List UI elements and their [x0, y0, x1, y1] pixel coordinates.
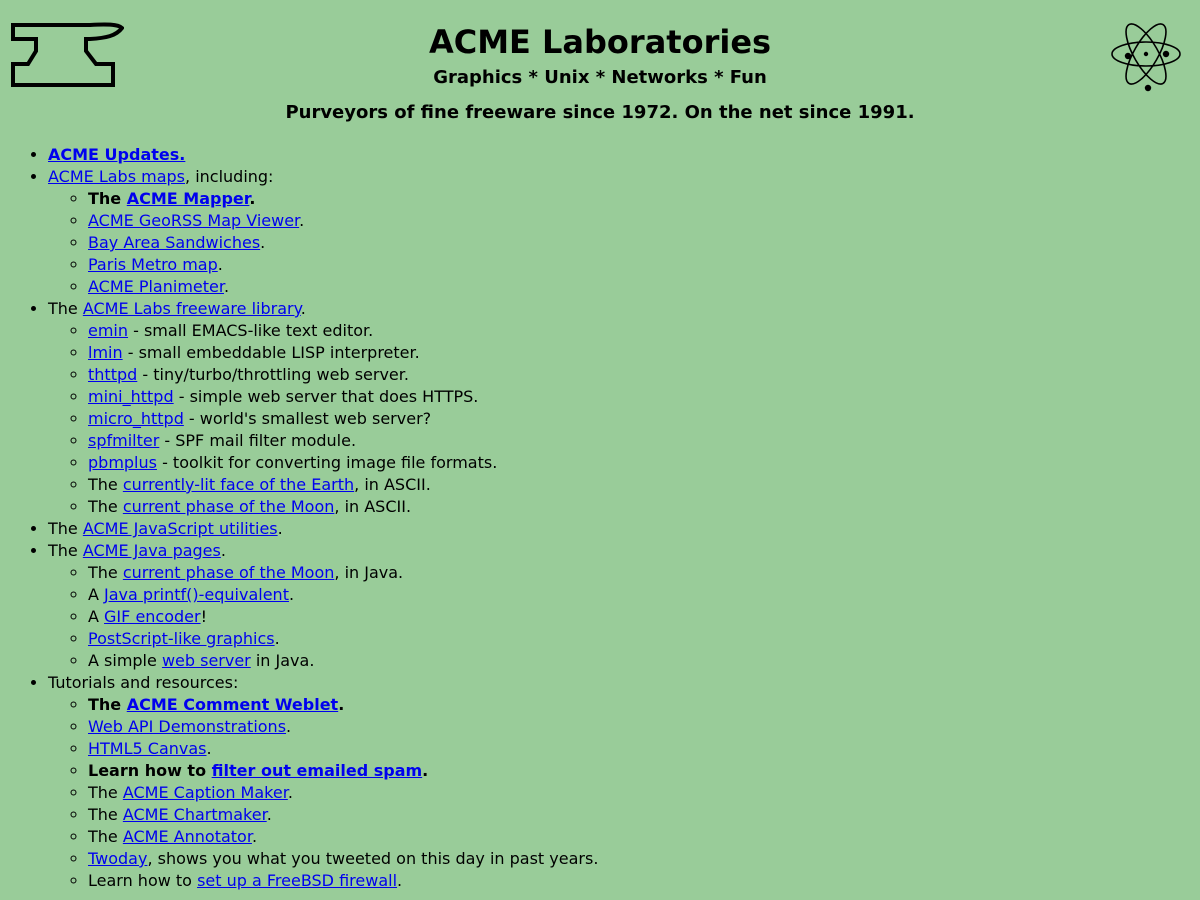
pbmplus-desc: - toolkit for converting image file formats. — [156, 453, 498, 472]
link-freebsd-firewall[interactable]: set up a FreeBSD firewall — [197, 871, 398, 890]
link-java-web-server[interactable]: web server — [161, 651, 251, 670]
javascript-prefix: The — [48, 519, 83, 538]
java-prefix: The — [48, 541, 83, 560]
annotator-prefix: The — [88, 827, 123, 846]
spam-suffix: . — [422, 761, 429, 780]
list-item-webapi — [88, 716, 598, 738]
firewall-prefix: Learn how to — [88, 871, 198, 890]
list-item-emin — [88, 320, 598, 342]
link-gif-encoder[interactable]: GIF encoder — [104, 607, 201, 626]
page-title: ACME Laboratories — [428, 23, 772, 61]
chartmaker-prefix: The — [88, 805, 123, 824]
emin-desc: - small EMACS-like text editor. — [128, 321, 374, 340]
list-item-java-webserver — [88, 650, 598, 672]
annotator-suffix: . — [251, 827, 258, 846]
mini-httpd-desc: - simple web server that does HTTPS. — [173, 387, 479, 406]
link-moon-phase-java[interactable]: current phase of the Moon — [122, 563, 335, 582]
list-item-sandwiches — [88, 232, 598, 254]
link-postscript-graphics[interactable]: PostScript-like graphics — [88, 629, 275, 648]
canvas-suffix: . — [206, 739, 212, 758]
list-item-chartmaker — [88, 804, 598, 826]
earth-suffix: , in ASCII. — [354, 475, 431, 494]
spfmilter-desc: - SPF mail filter module. — [159, 431, 357, 450]
gif-suffix: ! — [200, 607, 208, 626]
link-java-pages[interactable]: ACME Java pages — [82, 541, 221, 560]
link-javascript-utilities[interactable]: ACME JavaScript utilities — [82, 519, 278, 538]
link-georss-viewer[interactable]: ACME GeoRSS Map Viewer — [88, 211, 300, 230]
moon-ascii-suffix: , in ASCII. — [334, 497, 412, 516]
link-comment-weblet[interactable]: ACME Comment Weblet — [126, 695, 339, 714]
list-item-weblet — [88, 694, 598, 716]
tutorials-sublist — [48, 694, 598, 892]
freeware-prefix: The — [48, 299, 83, 318]
link-acme-planimeter[interactable]: ACME Planimeter — [88, 277, 224, 296]
link-chartmaker[interactable]: ACME Chartmaker — [122, 805, 267, 824]
paris-suffix: . — [217, 255, 223, 274]
link-paris-metro-map[interactable]: Paris Metro map — [88, 255, 218, 274]
list-item-moon-java — [88, 562, 598, 584]
link-acme-labs-maps[interactable]: ACME Labs maps — [48, 167, 186, 186]
list-item-printf — [88, 584, 598, 606]
list-item-georss — [88, 210, 598, 232]
gif-prefix: A — [88, 607, 105, 626]
link-moon-phase-ascii[interactable]: current phase of the Moon — [122, 497, 335, 516]
mapper-suffix: . — [249, 189, 256, 208]
twoday-suffix: , shows you what you tweeted on this day in past years. — [147, 849, 599, 868]
link-acme-updates[interactable]: ACME Updates. — [48, 145, 186, 164]
link-micro-httpd[interactable]: micro_httpd — [88, 409, 184, 428]
list-item-javascript — [48, 518, 598, 540]
list-item-earth — [88, 474, 598, 496]
list-item-thttpd — [88, 364, 598, 386]
list-item-micro-httpd — [88, 408, 598, 430]
earth-prefix: The — [88, 475, 123, 494]
caption-prefix: The — [88, 783, 123, 802]
list-item-spam — [88, 760, 598, 782]
georss-suffix: . — [299, 211, 305, 230]
list-item-firewall — [88, 870, 598, 892]
printf-suffix: . — [288, 585, 295, 604]
list-item-mini-httpd — [88, 386, 598, 408]
maps-sublist — [48, 188, 598, 298]
link-java-printf[interactable]: Java printf()-equivalent — [104, 585, 289, 604]
list-item-freeware — [48, 298, 598, 518]
list-item-mapper — [88, 188, 598, 210]
webserver-suffix: in Java. — [250, 651, 315, 670]
weblet-suffix: . — [338, 695, 345, 714]
lmin-desc: - small embeddable LISP interpreter. — [122, 343, 420, 362]
freeware-sublist — [48, 320, 598, 518]
list-item-tutorials — [48, 672, 598, 892]
micro-httpd-desc: - world's smallest web server? — [183, 409, 432, 428]
java-sublist — [48, 562, 598, 672]
list-item-java — [48, 540, 598, 672]
list-item-canvas — [88, 738, 598, 760]
main-list — [0, 144, 598, 892]
link-annotator[interactable]: ACME Annotator — [122, 827, 252, 846]
printf-prefix: A — [88, 585, 105, 604]
planimeter-suffix: . — [223, 277, 230, 296]
link-html5-canvas[interactable]: HTML5 Canvas — [88, 739, 207, 758]
link-caption-maker[interactable]: ACME Caption Maker — [122, 783, 288, 802]
java-suffix: . — [220, 541, 226, 560]
list-item-spfmilter — [88, 430, 598, 452]
page-subtitle: Graphics * Unix * Networks * Fun — [433, 67, 767, 88]
list-item-paris — [88, 254, 598, 276]
list-item-lmin — [88, 342, 598, 364]
list-item-annotator — [88, 826, 598, 848]
link-bay-area-sandwiches[interactable]: Bay Area Sandwiches — [88, 233, 261, 252]
moon-ascii-prefix: The — [88, 497, 123, 516]
chartmaker-suffix: . — [266, 805, 272, 824]
link-lmin[interactable]: lmin — [88, 343, 123, 362]
link-mini-httpd[interactable]: mini_httpd — [88, 387, 174, 406]
sandwiches-suffix: . — [260, 233, 266, 252]
list-item-moon-ascii — [88, 496, 598, 518]
thttpd-desc: - tiny/turbo/throttling web server. — [137, 365, 409, 384]
link-web-api-demos[interactable]: Web API Demonstrations — [88, 717, 287, 736]
link-pbmplus[interactable]: pbmplus — [88, 453, 157, 472]
moon-java-suffix: , in Java. — [334, 563, 404, 582]
link-filter-spam[interactable]: filter out emailed spam — [211, 761, 423, 780]
webapi-suffix: . — [286, 717, 292, 736]
postscript-suffix: . — [274, 629, 280, 648]
link-acme-mapper[interactable]: ACME Mapper — [126, 189, 250, 208]
caption-suffix: . — [287, 783, 293, 802]
freeware-suffix: . — [300, 299, 306, 318]
list-item-twoday — [88, 848, 598, 870]
link-twoday[interactable]: Twoday — [88, 849, 148, 868]
webserver-prefix: A simple — [88, 651, 162, 670]
page-tagline: Purveyors of fine freeware since 1972. On the net since 1991. — [285, 102, 915, 123]
weblet-prefix: The — [88, 695, 127, 714]
moon-java-prefix: The — [88, 563, 123, 582]
list-item-gif — [88, 606, 598, 628]
list-item-pbmplus — [88, 452, 598, 474]
link-emin[interactable]: emin — [88, 321, 129, 340]
list-item-caption — [88, 782, 598, 804]
firewall-suffix: . — [397, 871, 403, 890]
list-item-planimeter — [88, 276, 598, 298]
link-freeware-library[interactable]: ACME Labs freeware library — [82, 299, 301, 318]
link-thttpd[interactable]: thttpd — [88, 365, 138, 384]
tutorials-label: Tutorials and resources: — [48, 673, 239, 692]
link-spfmilter[interactable]: spfmilter — [88, 431, 160, 450]
list-item-postscript — [88, 628, 598, 650]
maps-suffix: , including: — [185, 167, 274, 186]
link-earth-face[interactable]: currently-lit face of the Earth — [122, 475, 355, 494]
javascript-suffix: . — [277, 519, 283, 538]
list-item-updates — [48, 144, 598, 166]
mapper-prefix: The — [88, 189, 127, 208]
spam-prefix: Learn how to — [88, 761, 212, 780]
list-item-maps — [48, 166, 598, 298]
